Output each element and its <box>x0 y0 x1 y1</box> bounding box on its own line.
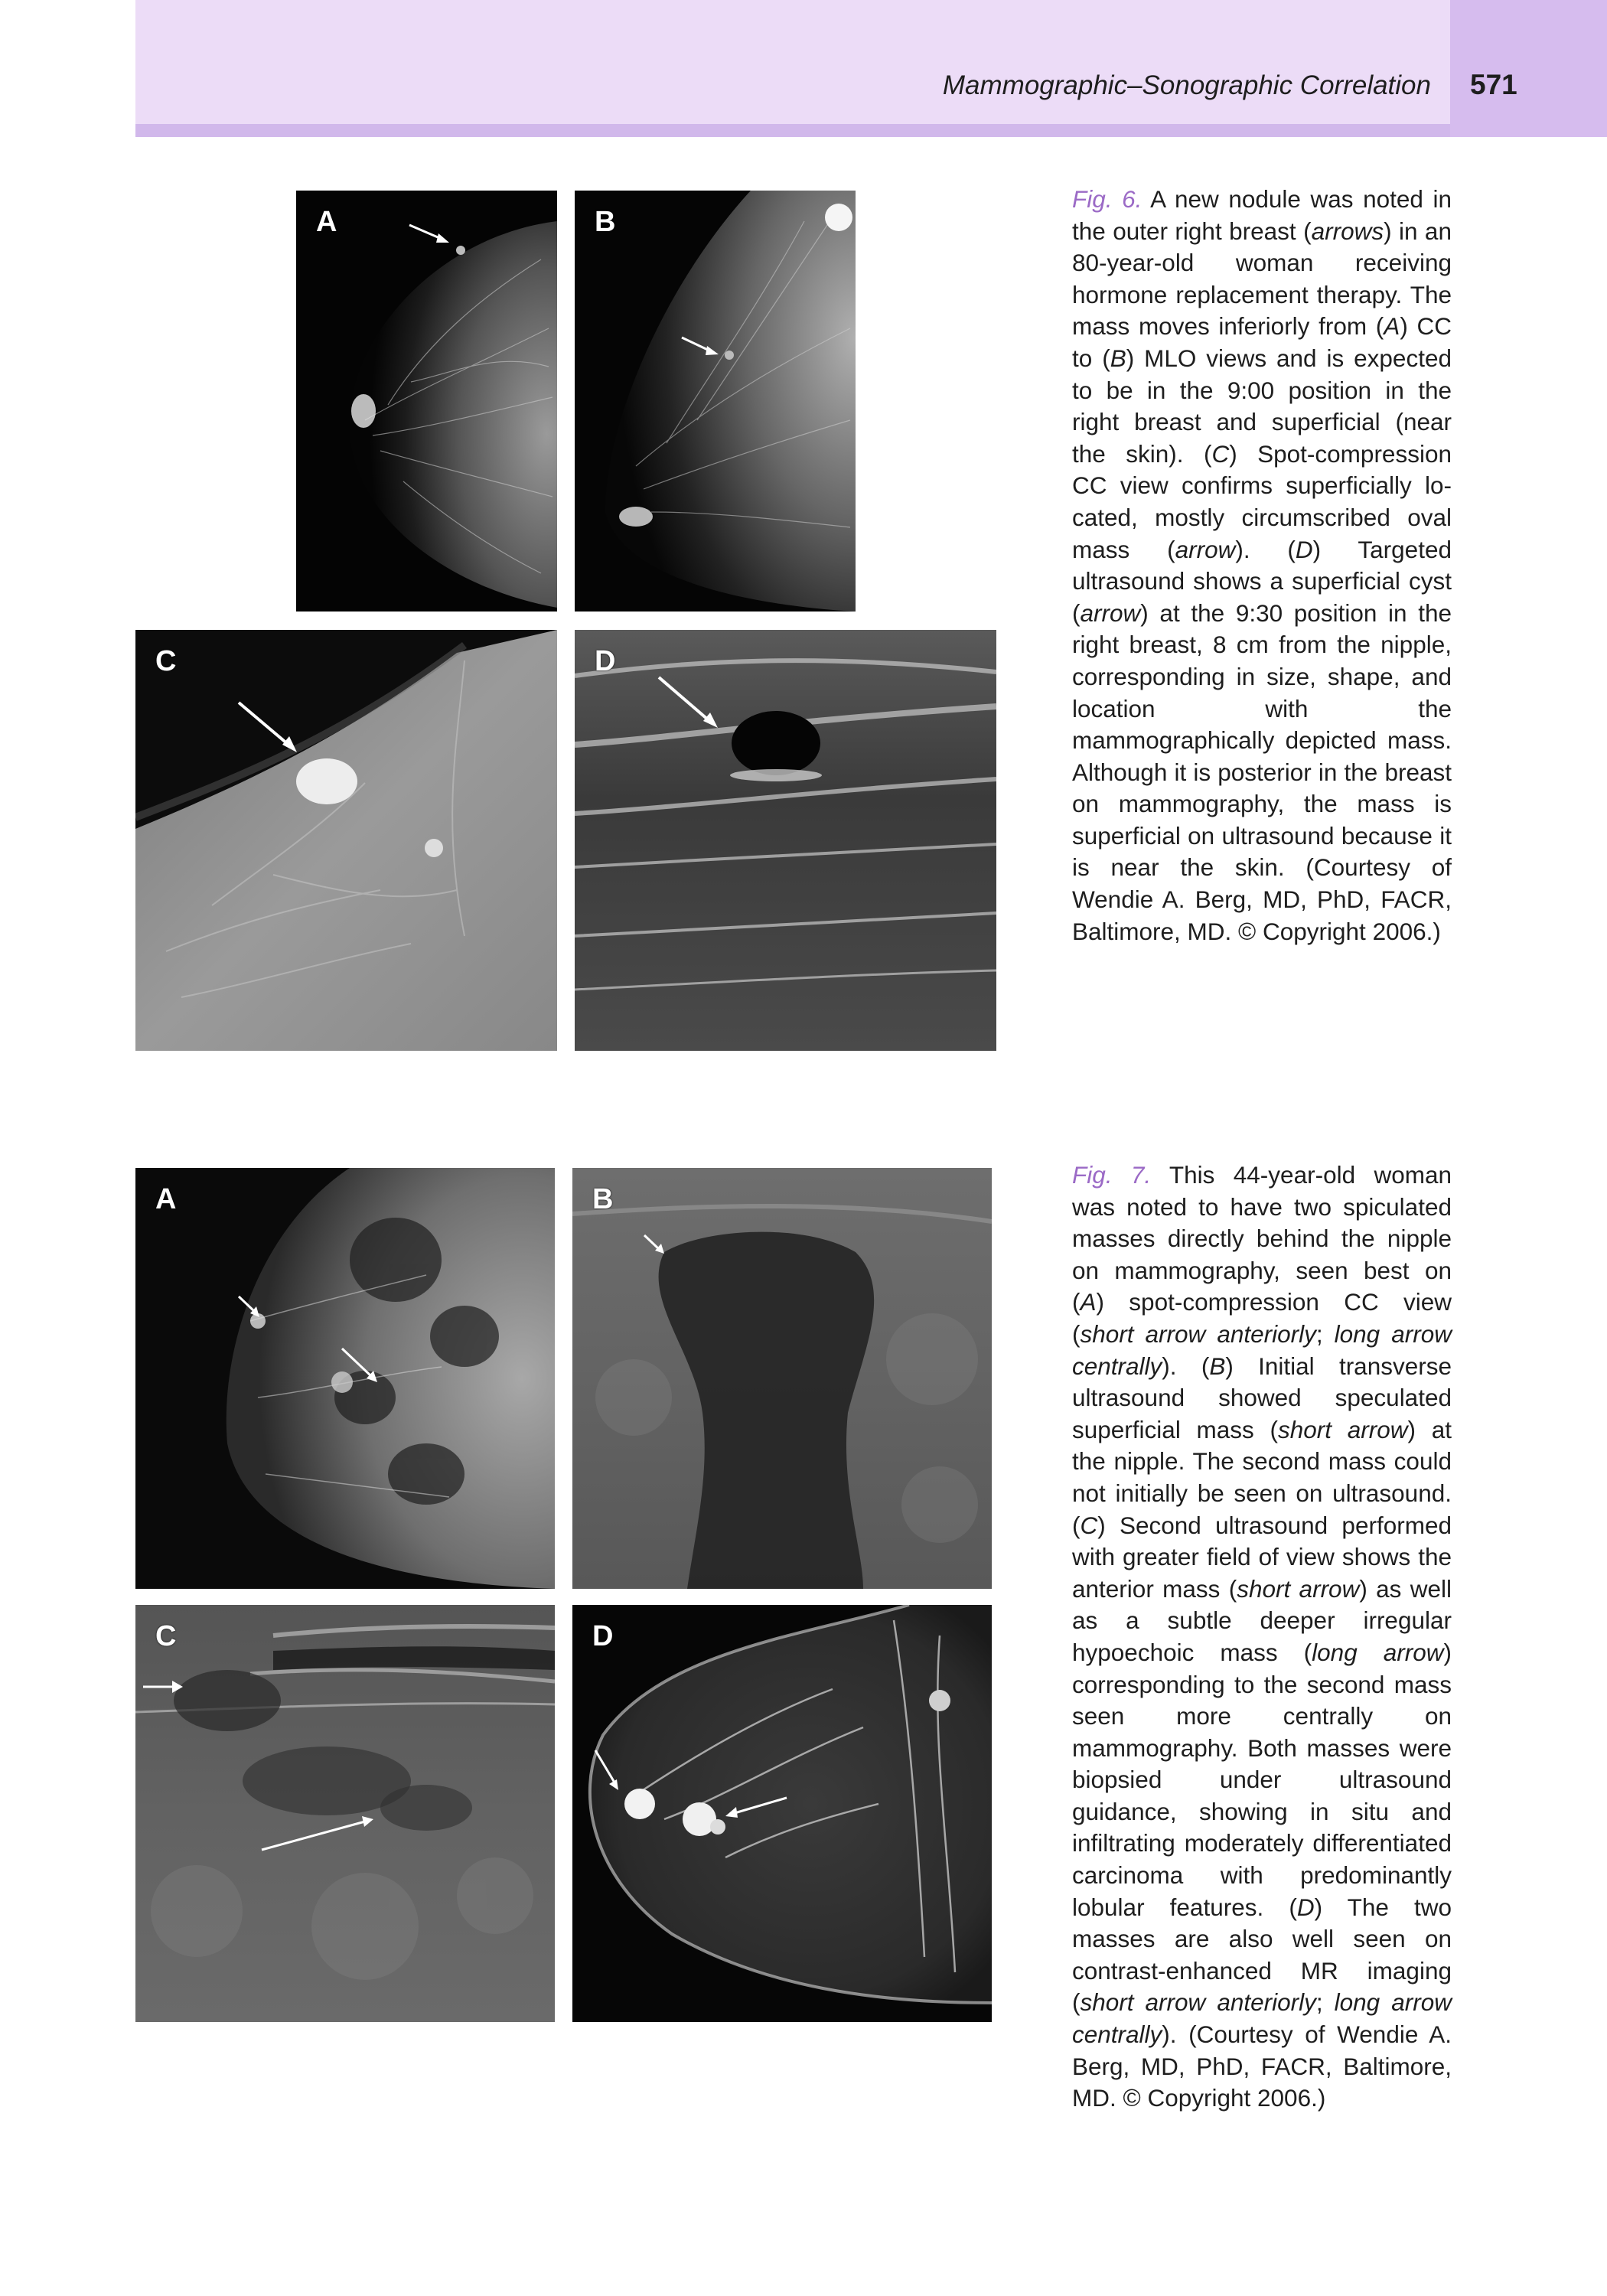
caption-run: ) Targeted ultrasound shows a superficial cyst ( <box>1072 535 1452 627</box>
caption-run: ) as well as a subtle deeper irregular hypoechoic mass ( <box>1072 1574 1452 1666</box>
fig7c-arrow-icon <box>135 1605 555 2022</box>
fig7-panel-a-label: A <box>155 1183 177 1215</box>
fig6-panel-c-label: C <box>155 645 177 677</box>
caption-run: arrows <box>1311 217 1384 245</box>
caption-run: ) spot-compression CC view ( <box>1072 1288 1452 1348</box>
caption-run: arrow <box>1175 535 1236 563</box>
caption-run: D <box>1296 1893 1315 1921</box>
fig7-caption-label: Fig. 7. <box>1072 1161 1152 1189</box>
running-title: Mammographic–Sonographic Correlation <box>942 70 1431 100</box>
caption-run: ) at the nipple. The second mass could not initially be seen on ultrasound. ( <box>1072 1415 1452 1539</box>
caption-run: ) in an 80-year-old woman receiving hormone replacement therapy. The mass moves inferiorly from ( <box>1072 217 1452 341</box>
fig6-caption <box>1072 184 1452 947</box>
fig6c-arrow-icon <box>135 630 557 1051</box>
fig7-panel-a <box>135 1168 555 1589</box>
caption-run: ) CC to ( <box>1072 312 1452 372</box>
fig6-panel-d-label: D <box>595 645 616 677</box>
caption-run: short arrow anteriorly <box>1080 1319 1316 1348</box>
fig6-caption-text <box>1072 185 1452 945</box>
caption-run: ) MLO views and is expected to be in the 9:00 position in the right breast and superficial (near the skin). ( <box>1072 344 1452 468</box>
fig7-panel-c <box>135 1605 555 2022</box>
fig7-panel-b-label: B <box>592 1183 614 1215</box>
caption-run: A new nodule was noted in the outer right breast ( <box>1072 185 1452 245</box>
caption-run: C <box>1211 439 1230 468</box>
caption-run: D <box>1295 535 1313 563</box>
caption-run: ) The two masses are also well seen on contrast-enhanced MR imaging ( <box>1072 1893 1452 2017</box>
page-number: 571 <box>1470 69 1517 100</box>
caption-run: ). ( <box>1162 1352 1210 1380</box>
caption-run: short arrow anteriorly <box>1080 1988 1316 2017</box>
caption-run: long arrow centrally <box>1072 1319 1452 1380</box>
caption-run: C <box>1080 1511 1098 1539</box>
caption-run: ) at the 9:30 position in the right breast, 8 cm from the nipple, corresponding in size, shape, and location with the mammographically depicted mass. Although it is posterior in the breast on mammography, the mass is superficial on ultrasound because it is near the skin. (Courtesy of Wendie A. Berg, MD, PhD, FACR, Baltimore, MD. © Copyright 2006.) <box>1072 598 1452 945</box>
fig6-panel-d <box>575 630 996 1051</box>
fig6-panel-a <box>296 191 557 612</box>
caption-run: short arrow <box>1278 1415 1408 1443</box>
running-header-rule <box>135 124 1450 137</box>
fig7d-arrow-icon <box>572 1605 992 2022</box>
fig6-caption-label: Fig. 6. <box>1072 185 1143 213</box>
fig7-caption-text <box>1072 1161 1452 2112</box>
fig7-caption <box>1072 1159 1452 2115</box>
fig7-panel-d-label: D <box>592 1620 614 1652</box>
caption-run: ). (Courtesy of Wendie A. Berg, MD, PhD, FACR, Baltimore, MD. © Copyright 2006.) <box>1072 2020 1452 2112</box>
fig7-panel-d <box>572 1605 992 2022</box>
caption-run: This 44-year-old woman was noted to have two spiculated masses directly behind the nipple on mammography, seen best on ( <box>1072 1161 1452 1316</box>
caption-run: ; <box>1315 1319 1335 1348</box>
caption-run: B <box>1209 1352 1226 1380</box>
caption-run: arrow <box>1080 598 1141 627</box>
fig6-panel-b-label: B <box>595 206 616 238</box>
fig6-panel-b <box>575 191 856 612</box>
caption-run: A <box>1384 312 1400 341</box>
caption-run: ) Spot-compression CC view confirms superficially located, mostly circumscribed oval mass ( <box>1072 439 1452 563</box>
fig6d-arrow-icon <box>575 630 996 1051</box>
fig6b-arrow-icon <box>575 191 856 612</box>
caption-run: ; <box>1315 1988 1335 2017</box>
fig7-panel-c-label: C <box>155 1620 177 1652</box>
fig6a-arrow-icon <box>296 191 557 612</box>
fig6-panel-a-label: A <box>316 206 337 238</box>
caption-run: ). ( <box>1235 535 1296 563</box>
caption-run: ) corresponding to the second mass seen more centrally on mammography. Both masses were biopsied under ultrasound guidance, showing in situ and infiltrating moderately differentiated carcinoma with predominantly lobular features. ( <box>1072 1638 1452 1921</box>
running-header-band <box>135 0 1450 124</box>
caption-run: A <box>1080 1288 1097 1316</box>
caption-run: long arrow <box>1312 1638 1444 1666</box>
fig7b-arrow-icon <box>572 1168 992 1589</box>
caption-run: B <box>1110 344 1126 372</box>
caption-run: short arrow <box>1237 1574 1360 1603</box>
fig6-panel-c <box>135 630 557 1051</box>
caption-run: ) Second ultrasound performed with greater field of view shows the anterior mass ( <box>1072 1511 1452 1603</box>
fig7a-arrow-icon <box>135 1168 555 1589</box>
caption-run: long arrow centrally <box>1072 1988 1452 2049</box>
fig7-panel-b <box>572 1168 992 1589</box>
caption-run: ) Initial transverse ultrasound showed speculated superficial mass ( <box>1072 1352 1452 1443</box>
